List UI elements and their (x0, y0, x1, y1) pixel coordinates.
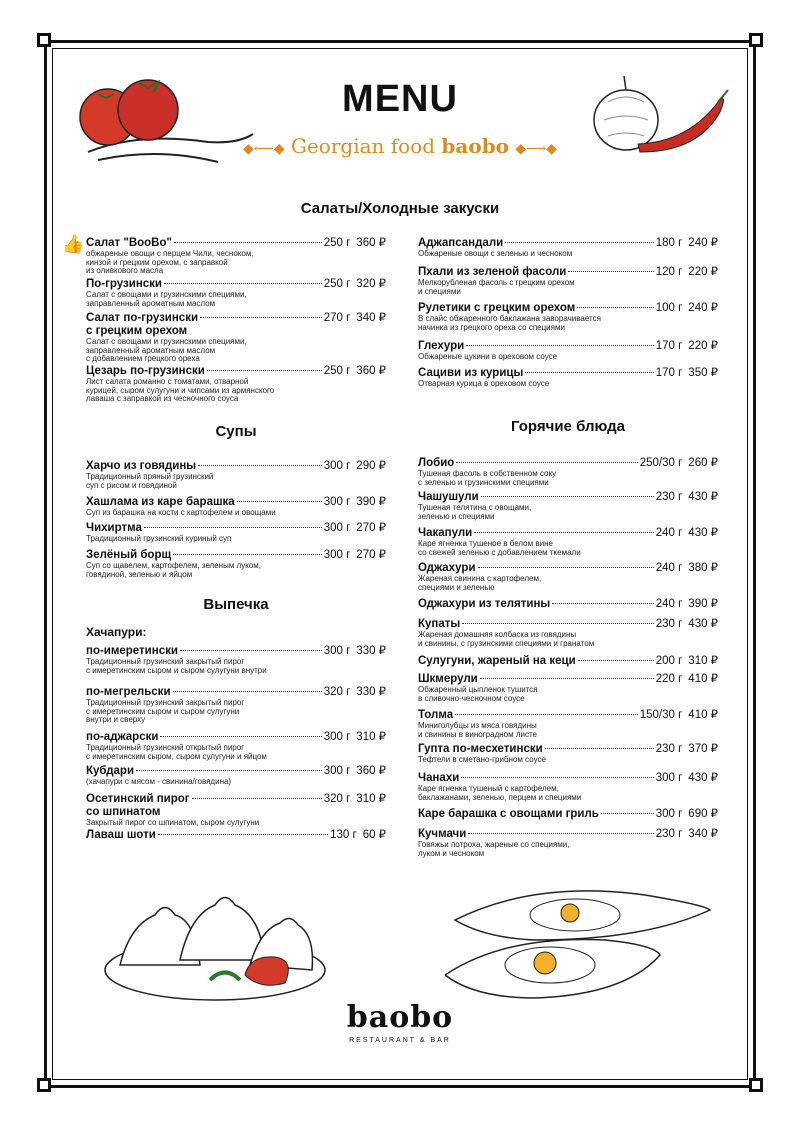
item-leader-dots (164, 283, 322, 284)
ornament-right-icon: ◆⟶◆ (515, 141, 557, 157)
item-weight: 220 г (655, 673, 683, 685)
item-description: Мелкорубленая фасоль с грецким орехом и специями (418, 278, 575, 296)
item-description: Обжаренный цыпленок тушится в сливочно-чесночном соусе (418, 685, 538, 703)
section-title-hot: Горячие блюда (511, 418, 625, 435)
item-weight: 170 г (655, 340, 683, 352)
menu-item (86, 237, 386, 276)
item-weight: 230 г (655, 491, 683, 503)
item-leader-dots (200, 317, 322, 318)
item-price: 370 ₽ (688, 743, 718, 755)
restaurant-logo (335, 1000, 465, 1044)
item-name: Сациви из курицы (418, 367, 524, 379)
item-weight: 300 г (323, 460, 351, 472)
item-name: Каре барашка с овощами гриль (418, 808, 599, 820)
item-name: Толма (418, 709, 454, 721)
item-name: Пхали из зеленой фасоли (418, 266, 567, 278)
menu-item-row (418, 598, 718, 611)
item-leader-dots (180, 650, 322, 651)
item-name: Аджапсандали (418, 237, 504, 249)
frame-corner-tr (749, 33, 763, 47)
item-leader-dots (466, 345, 653, 346)
item-leader-dots (456, 462, 637, 463)
item-weight: 300 г (323, 496, 351, 508)
item-name: По-грузински (86, 278, 162, 290)
item-price: 430 ₽ (688, 491, 718, 503)
item-description: Традиционный пряный грузинский суп с рисом и говядиной (86, 472, 214, 490)
menu-item (86, 496, 386, 518)
item-price: 390 ₽ (688, 598, 718, 610)
menu-item (86, 686, 386, 725)
item-price: 310 ₽ (356, 793, 386, 805)
item-name: Гупта по-месхетински (418, 743, 543, 755)
menu-item (418, 598, 718, 611)
item-leader-dots (474, 532, 654, 533)
item-weight: 150/30 г (639, 709, 683, 721)
item-weight: 300 г (323, 645, 351, 657)
item-description: Тефтели в сметано-грибном соусе (418, 755, 546, 764)
menu-item (418, 618, 718, 648)
item-price: 360 ₽ (356, 365, 386, 377)
tomato-illustration (68, 72, 258, 172)
item-name: Хашлама из каре барашка (86, 496, 235, 508)
item-name: Глехури (418, 340, 465, 352)
menu-item (418, 491, 718, 521)
item-description: Традиционный грузинский закрытый пирог с имеретинским сыром и сыром сулугуни внутри и сверху (86, 698, 245, 725)
item-description: (хачапури с мясом - свинина/говядина) (86, 777, 232, 786)
item-leader-dots (136, 770, 322, 771)
item-leader-dots (144, 527, 322, 528)
item-weight: 230 г (655, 743, 683, 755)
item-price: 220 ₽ (688, 340, 718, 352)
item-weight: 240 г (655, 562, 683, 574)
thumbs-up-icon: 👍 (62, 234, 85, 254)
menu-item (86, 460, 386, 490)
menu-item-row (418, 655, 718, 668)
item-name: Лаваш шоти (86, 829, 156, 841)
khachapuri-illustration (445, 880, 715, 1005)
item-price: 410 ₽ (688, 673, 718, 685)
item-leader-dots (198, 465, 322, 466)
menu-item (86, 278, 386, 308)
item-price: 320 ₽ (356, 278, 386, 290)
item-name: Салат по-грузински с грецким орехом (86, 312, 199, 337)
item-price: 690 ₽ (688, 808, 718, 820)
menu-item (418, 340, 718, 362)
item-price: 330 ₽ (356, 686, 386, 698)
item-weight: 250/30 г (639, 457, 683, 469)
item-weight: 300 г (655, 772, 683, 784)
item-price: 310 ₽ (688, 655, 718, 667)
item-description: Обжареные цукини в ореховом соусе (418, 352, 558, 361)
item-description: Закрытый пирог со шпинатом, сыром сулугуни (86, 818, 260, 827)
item-leader-dots (455, 714, 638, 715)
menu-item (86, 312, 386, 364)
item-leader-dots (568, 271, 653, 272)
item-leader-dots (237, 501, 322, 502)
item-price: 430 ₽ (688, 618, 718, 630)
item-weight: 230 г (655, 828, 683, 840)
menu-item (418, 743, 718, 765)
section-title-salads: Салаты/Холодные закуски (300, 200, 500, 217)
item-name: Купаты (418, 618, 461, 630)
item-price: 240 ₽ (688, 237, 718, 249)
item-leader-dots (461, 777, 653, 778)
item-weight: 250 г (323, 278, 351, 290)
menu-item (418, 828, 718, 858)
item-description: Традиционный грузинский куриный суп (86, 534, 232, 543)
logo-tagline: RESTAURANT & BAR (349, 1037, 451, 1044)
item-price: 360 ₽ (356, 237, 386, 249)
menu-item (418, 457, 718, 487)
ornament-left-icon: ◆⟵◆ (243, 141, 285, 157)
menu-item (418, 709, 718, 739)
item-price: 260 ₽ (688, 457, 718, 469)
item-name: Кучмачи (418, 828, 467, 840)
menu-item (418, 562, 718, 592)
item-leader-dots (505, 242, 654, 243)
item-name: по-имеретински (86, 645, 178, 657)
item-leader-dots (173, 554, 322, 555)
item-weight: 300 г (655, 808, 683, 820)
item-description: Жареная свинина с картофелем, специями и зеленью (418, 574, 542, 592)
item-price: 290 ₽ (356, 460, 386, 472)
item-leader-dots (207, 370, 322, 371)
item-leader-dots (174, 242, 322, 243)
menu-item (418, 266, 718, 296)
item-description: Традиционный грузинский открытый пирог с имеретинским сыром, сыром сулугуни и яйцом (86, 743, 267, 761)
item-name: по-аджарски (86, 731, 159, 743)
item-weight: 300 г (323, 765, 351, 777)
item-price: 340 ₽ (356, 312, 386, 324)
item-name: Оджахури (418, 562, 476, 574)
onion-pepper-illustration (578, 72, 738, 167)
item-weight: 200 г (655, 655, 683, 667)
item-leader-dots (545, 748, 654, 749)
menu-item-row (418, 808, 718, 821)
item-name: Харчо из говядины (86, 460, 197, 472)
item-weight: 240 г (655, 527, 683, 539)
item-weight: 120 г (655, 266, 683, 278)
item-leader-dots (468, 833, 653, 834)
item-price: 240 ₽ (688, 302, 718, 314)
item-description: Отварная курица в ореховом соусе (418, 379, 550, 388)
item-weight: 300 г (323, 522, 351, 534)
frame-corner-bl (37, 1078, 51, 1092)
item-weight: 270 г (323, 312, 351, 324)
item-price: 220 ₽ (688, 266, 718, 278)
item-name: по-мегрельски (86, 686, 171, 698)
item-weight: 130 г (330, 829, 357, 841)
menu-item (86, 365, 386, 404)
section-title-soups: Супы (215, 423, 257, 440)
item-description: Тушеная фасоль в собственном соку с зеленью и грузинскими специями (418, 469, 557, 487)
item-weight: 180 г (655, 237, 683, 249)
item-name: Осетинский пирог со шпинатом (86, 793, 190, 818)
item-name: Шкмерули (418, 673, 478, 685)
item-name: Чанахи (418, 772, 460, 784)
item-price: 410 ₽ (688, 709, 718, 721)
item-description: Миниголубцы из мяса говядины и свинины в виноградном листе (418, 721, 537, 739)
item-leader-dots (462, 623, 654, 624)
item-leader-dots (577, 307, 654, 308)
item-weight: 320 г (323, 686, 351, 698)
item-leader-dots (481, 496, 654, 497)
menu-item (86, 731, 386, 761)
item-weight: 250 г (323, 365, 351, 377)
item-name: Салат "BooBo" (86, 237, 172, 249)
item-leader-dots (578, 660, 654, 661)
item-leader-dots (478, 567, 654, 568)
item-name: Кубдари (86, 765, 135, 777)
item-price: 380 ₽ (688, 562, 718, 574)
item-price: 430 ₽ (688, 772, 718, 784)
item-name: Лобио (418, 457, 455, 469)
item-description: Жареная домашняя колбаска из говядины и свинины, с грузинскими специями и гранатом (418, 630, 595, 648)
item-name: Цезарь по-грузински (86, 365, 205, 377)
item-price: 310 ₽ (356, 731, 386, 743)
menu-item-row (86, 312, 386, 338)
item-name: Чихиртма (86, 522, 142, 534)
item-leader-dots (158, 834, 328, 835)
menu-item (86, 793, 386, 828)
item-price: 360 ₽ (356, 765, 386, 777)
item-description: Говяжьи потроха, жареные со специями, луком и чесноком (418, 840, 570, 858)
item-price: 270 ₽ (356, 522, 386, 534)
item-price: 330 ₽ (356, 645, 386, 657)
item-price: 390 ₽ (356, 496, 386, 508)
item-description: Суп из барашка на кости с картофелем и овощами (86, 508, 276, 517)
subsection-title-khachapuri: Хачапури: (86, 625, 147, 639)
menu-item (418, 673, 718, 703)
menu-item (418, 237, 718, 259)
menu-item (86, 829, 386, 842)
menu-item (418, 772, 718, 802)
item-name: Рулетики с грецким орехом (418, 302, 576, 314)
item-leader-dots (173, 691, 322, 692)
item-leader-dots (601, 813, 654, 814)
item-leader-dots (552, 603, 654, 604)
subtitle-brand: baobo (441, 134, 510, 158)
item-leader-dots (160, 736, 321, 737)
menu-item (418, 655, 718, 668)
item-name: Сулугуни, жареный на кеци (418, 655, 576, 667)
menu-item (418, 302, 718, 332)
item-weight: 250 г (323, 237, 351, 249)
item-name: Оджахури из телятины (418, 598, 551, 610)
item-leader-dots (480, 678, 654, 679)
item-leader-dots (525, 372, 653, 373)
item-name: Зелёный борщ (86, 549, 172, 561)
item-description: Лист салата романно с томатами, отварной курицей, сыром сулугуни и чипсами из армянского лаваша с заправкой из чесночного соуса (86, 377, 275, 404)
menu-item (418, 367, 718, 389)
item-weight: 240 г (655, 598, 683, 610)
item-description: Салат с овощами и грузинскими специями, заправленный ароматным маслом с добавлением грецкого ореха (86, 337, 247, 364)
item-description: Обжареные овощи с зеленью и чесноком (418, 249, 573, 258)
item-description: обжареные овощи с перцем Чили, чесноком, кинзой и грецким орехом, с заправкой из оливкового масла (86, 249, 254, 276)
frame-corner-tl (37, 33, 51, 47)
menu-item (86, 522, 386, 544)
item-weight: 100 г (655, 302, 683, 314)
item-weight: 300 г (323, 731, 351, 743)
menu-item (86, 549, 386, 579)
item-weight: 320 г (323, 793, 351, 805)
item-price: 270 ₽ (356, 549, 386, 561)
section-title-pastry: Выпечка (203, 596, 269, 613)
menu-item-row (86, 793, 386, 819)
menu-item (418, 808, 718, 821)
item-leader-dots (192, 798, 322, 799)
frame-corner-br (749, 1078, 763, 1092)
menu-item-row (86, 829, 386, 842)
item-price: 350 ₽ (688, 367, 718, 379)
menu-title: MENU (342, 78, 458, 120)
item-description: Каре ягненка тушеный с картофелем, баклажанами, зеленью, перцем и специями (418, 784, 582, 802)
item-weight: 300 г (323, 549, 351, 561)
item-description: В слайс обжаренного баклажана заворачивается начинка из грецкого ореха со специями (418, 314, 601, 332)
item-price: 60 ₽ (362, 829, 386, 841)
item-weight: 170 г (655, 367, 683, 379)
item-description: Салат с овощами и грузинскими специями, заправленный ароматным маслом (86, 290, 247, 308)
item-description: Каре ягненка тушеное в белом вине со свежей зеленью с добавлением ткемали (418, 539, 581, 557)
menu-item (86, 645, 386, 675)
item-description: Традиционный грузинский закрытый пирог с имеретинским сыром и сыром сулугуни внутри (86, 657, 267, 675)
subtitle-text: Georgian food (290, 134, 436, 158)
menu-item (418, 527, 718, 557)
item-name: Чакапули (418, 527, 473, 539)
item-weight: 230 г (655, 618, 683, 630)
khinkali-illustration (100, 885, 330, 1005)
item-name: Чашушули (418, 491, 479, 503)
menu-item (86, 765, 386, 787)
item-description: Суп со щавелем, картофелем, зеленым луком, говядиной, зеленью и яйцом (86, 561, 261, 579)
logo-brand: baobo (346, 1000, 454, 1035)
item-description: Тушеная телятина с овощами, зеленью и специями (418, 503, 532, 521)
item-price: 340 ₽ (688, 828, 718, 840)
item-price: 430 ₽ (688, 527, 718, 539)
